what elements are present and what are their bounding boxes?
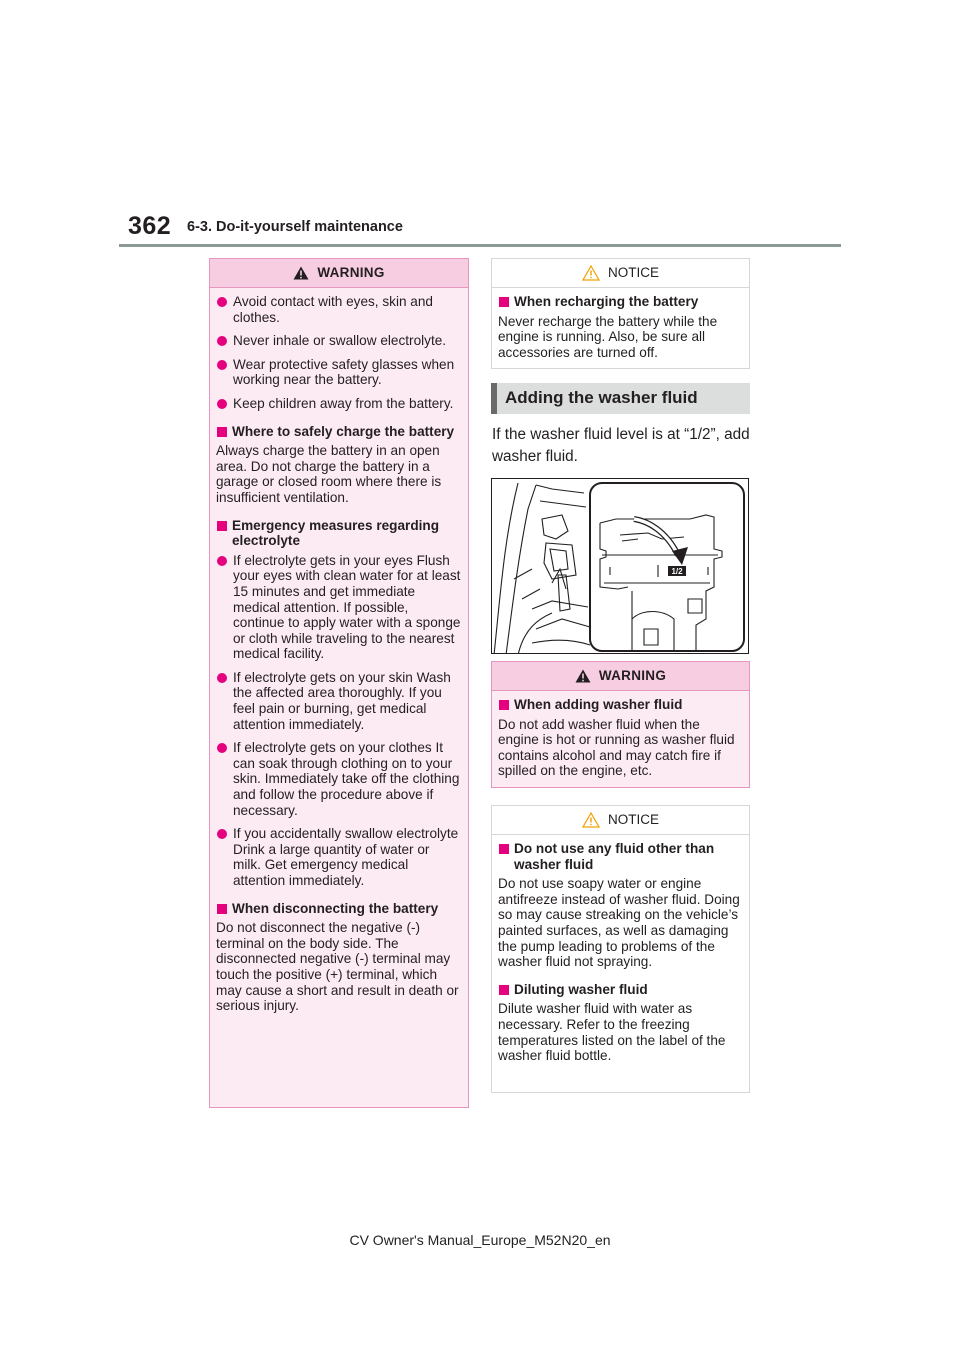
subheading-text: Emergency measures regarding electrolyte [232, 517, 440, 549]
bullet-text: If you accidentally swallow electrolyte Drink a large quantity of water or milk. Get emergency medical attention immediately. [233, 826, 459, 888]
bullet-text: Avoid contact with eyes, skin and clothes. [233, 294, 433, 325]
washer-fluid-warning-box [491, 661, 750, 788]
warning-header [492, 662, 749, 691]
warning-triangle-icon [293, 266, 309, 280]
subheading [216, 424, 461, 440]
section-heading: Adding the washer fluid [505, 388, 698, 407]
notice-header [492, 806, 749, 835]
list-item [216, 740, 461, 818]
page-number: 362 [128, 212, 172, 240]
subheading-text: Do not use any fluid other than washer fluid [514, 841, 715, 872]
footer-text: CV Owner's Manual_Europe_M52N20_en [349, 1232, 611, 1248]
bullet-text: Never inhale or swallow electrolyte. [233, 333, 447, 349]
paragraph: Dilute washer fluid with water as necessary. Refer to the freezing temperatures listed on the label of the washer fluid bottle. [498, 1001, 726, 1064]
subheading-text: When recharging the battery [514, 294, 699, 309]
list-item [216, 357, 461, 388]
subheading-text: When disconnecting the battery [232, 900, 439, 916]
subheading [498, 294, 742, 310]
square-bullet [499, 844, 509, 854]
subheading-text: When adding washer fluid [514, 697, 683, 712]
caution-triangle-icon [582, 812, 600, 828]
paragraph: Never recharge the battery while the engine is running. Also, be sure all accessories are turned off. [498, 313, 718, 360]
list-item [216, 553, 461, 662]
bullet-text: Keep children away from the battery. [233, 395, 454, 411]
subheading [498, 982, 742, 998]
list-item [216, 333, 461, 349]
fluid-level-mark: 1/2 [671, 567, 683, 576]
notice-heading: NOTICE [607, 812, 659, 828]
bullet-dot [217, 399, 227, 409]
bullet-dot [217, 297, 227, 307]
subheading [498, 841, 742, 872]
paragraph: Do not disconnect the negative (-) terminal on the body side. The disconnected negative (-) terminal may touch the positive (+) terminal, which may cause a short and result in death or serious injury. [216, 920, 459, 1014]
body-paragraph: If the washer fluid level is at “1/2”, add washer fluid. [492, 426, 750, 465]
list-item [216, 670, 461, 732]
warning-heading: WARNING [317, 265, 385, 281]
subheading [216, 518, 461, 549]
recharging-notice-box [491, 258, 750, 369]
section-title: 6-3. Do-it-yourself maintenance [187, 219, 403, 235]
paragraph: Do not add washer fluid when the engine is hot or running as washer fluid contains alcohol and may catch fire if spilled on the engine, etc. [498, 716, 735, 779]
section-heading-band [491, 383, 750, 414]
notice-heading: NOTICE [607, 265, 659, 281]
square-bullet [499, 700, 509, 710]
bullet-text: If electrolyte gets on your skin Wash the affected area thoroughly. If you feel pain or burning, get medical attention immediately. [233, 669, 451, 732]
square-bullet [499, 985, 509, 995]
washer-fluid-notice-box [491, 805, 750, 1093]
subheading-text: Where to safely charge the battery [232, 423, 455, 439]
paragraph: Do not use soapy water or engine antifreeze instead of washer fluid. Doing so may cause streaking on the vehicle’s painted surfaces, as well as damaging the pump leading to problems of the washer fluid not spraying. [498, 876, 740, 970]
bullet-text: If electrolyte gets in your eyes Flush your eyes with clean water for at least 15 minutes and get immediate medical attention. If possible, continue to apply water with a sponge or cloth while traveling to the nearest medical facility. [233, 552, 461, 662]
washer-reservoir-illustration [491, 478, 749, 654]
warning-header [210, 259, 468, 288]
engine-bay-drawing [492, 479, 749, 654]
caution-triangle-icon [582, 265, 600, 281]
battery-warning-box [209, 258, 469, 1108]
list-item [216, 826, 461, 888]
heading-accent-bar [491, 383, 497, 414]
warning-triangle-icon [575, 669, 591, 683]
bullet-text: Wear protective safety glasses when working near the battery. [233, 356, 455, 388]
bullet-dot [217, 829, 227, 839]
notice-header [492, 259, 749, 288]
list-item [216, 294, 461, 325]
list-item [216, 396, 461, 412]
paragraph: Always charge the battery in an open area. Do not charge the battery in a garage or closed room where there is insufficient ventilation. [216, 443, 442, 505]
subheading [216, 901, 461, 917]
bullet-dot [217, 556, 227, 566]
warning-heading: WARNING [598, 668, 667, 684]
subheading-text: Diluting washer fluid [514, 981, 648, 997]
square-bullet [499, 297, 509, 307]
square-bullet [217, 521, 227, 531]
subheading [498, 697, 742, 713]
header-rule [119, 244, 841, 247]
square-bullet [217, 904, 227, 914]
bullet-dot [217, 673, 227, 683]
bullet-dot [217, 743, 227, 753]
bullet-dot [217, 336, 227, 346]
bullet-dot [217, 360, 227, 370]
bullet-text: If electrolyte gets on your clothes It can soak through clothing on to your skin. Immediately take off the clothing and follow the procedure above if necessary. [233, 740, 460, 818]
square-bullet [217, 427, 227, 437]
